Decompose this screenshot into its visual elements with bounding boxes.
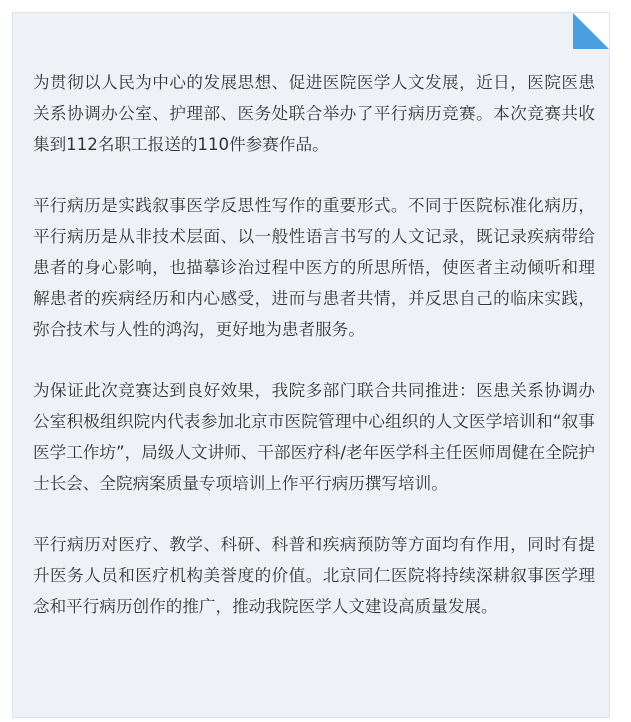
paragraph-outlook: 平行病历对医疗、教学、科研、科普和疾病预防等方面均有作用，同时有提升医务人员和医疗机构美誉度的价值。北京同仁医院将持续深耕叙事医学理念和平行病历创作的推广，推动我院医学人文建设高质量发展。 xyxy=(33,535,595,616)
paragraph-measures: 为保证此次竞赛达到良好效果，我院多部门联合共同推进：医患关系协调办公室积极组织院内代表参加北京市医院管理中心组织的人文医学培训和“叙事医学工作坊”，局级人文讲师、干部医疗科/老年医学科主任医师周健在全院护士长会、全院病案质量专项培训上作平行病历撰写培训。 xyxy=(33,381,595,493)
article-body xyxy=(33,67,595,652)
corner-fold-icon xyxy=(573,13,609,49)
article-card xyxy=(12,12,610,718)
paragraph-intro: 为贯彻以人民为中心的发展思想、促进医院医学人文发展，近日，医院医患关系协调办公室、护理部、医务处联合举办了平行病历竞赛。本次竞赛共收集到112名职工报送的110件参赛作品。 xyxy=(33,73,595,154)
paragraph-definition: 平行病历是实践叙事医学反思性写作的重要形式。不同于医院标准化病历，平行病历是从非技术层面、以一般性语言书写的人文记录，既记录疾病带给患者的身心影响，也描摹诊治过程中医方的所思所悟，使医者主动倾听和理解患者的疾病经历和内心感受，进而与患者共情，并反思自己的临床实践，弥合技术与人性的鸿沟，更好地为患者服务。 xyxy=(33,196,595,339)
